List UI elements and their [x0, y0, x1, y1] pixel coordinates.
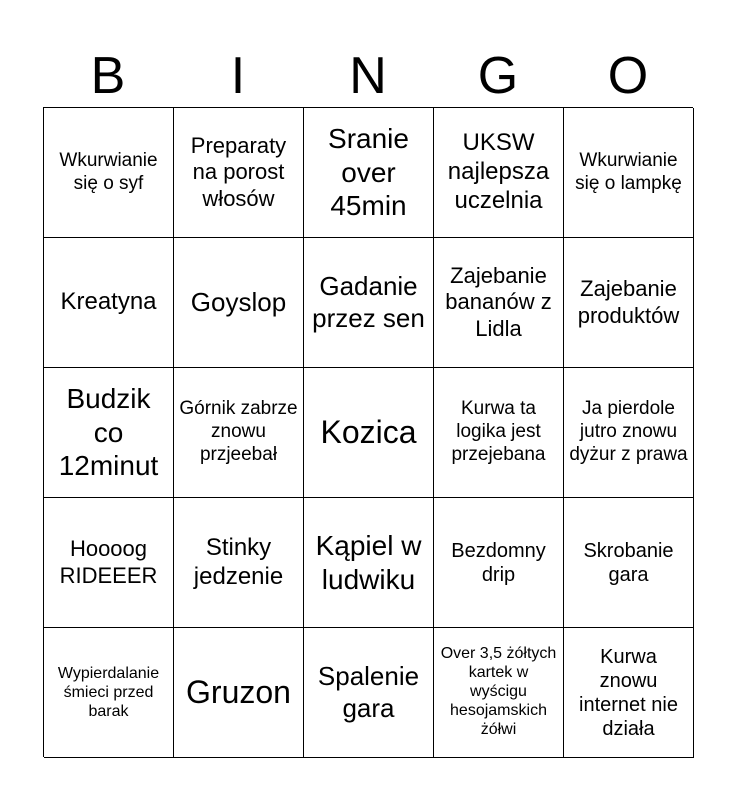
bingo-cell[interactable]: Górnik zabrze znowu przjeebał: [174, 368, 304, 498]
bingo-cell[interactable]: Gadanie przez sen: [304, 238, 434, 368]
header-letter-o: O: [607, 47, 649, 105]
bingo-cell[interactable]: Bezdomny drip: [434, 498, 564, 628]
header-letter-b: B: [90, 47, 126, 105]
header-letter-n: N: [349, 47, 387, 105]
bingo-cell[interactable]: Zajebanie bananów z Lidla: [434, 238, 564, 368]
header-letter-i: I: [230, 47, 246, 105]
bingo-cell[interactable]: Spalenie gara: [304, 628, 434, 758]
bingo-cell[interactable]: UKSW najlepsza uczelnia: [434, 108, 564, 238]
bingo-cell[interactable]: Preparaty na porost włosów: [174, 108, 304, 238]
bingo-cell[interactable]: Skrobanie gara: [564, 498, 694, 628]
bingo-cell[interactable]: Kurwa znowu internet nie działa: [564, 628, 694, 758]
bingo-cell[interactable]: Sranie over 45min: [304, 108, 434, 238]
bingo-cell[interactable]: Ja pierdole jutro znowu dyżur z prawa: [564, 368, 694, 498]
bingo-cell[interactable]: Stinky jedzenie: [174, 498, 304, 628]
bingo-header: [43, 40, 693, 108]
bingo-cell[interactable]: Kąpiel w ludwiku: [304, 498, 434, 628]
bingo-cell[interactable]: Zajebanie produktów: [564, 238, 694, 368]
bingo-cell[interactable]: Kreatyna: [44, 238, 174, 368]
header-letter-g: G: [477, 47, 519, 105]
bingo-cell[interactable]: Wypierdalanie śmieci przed barak: [44, 628, 174, 758]
bingo-cell[interactable]: Wkurwianie się o syf: [44, 108, 174, 238]
bingo-cell[interactable]: Over 3,5 żółtych kartek w wyścigu hesojamskich żółwi: [434, 628, 564, 758]
bingo-cell[interactable]: Goyslop: [174, 238, 304, 368]
bingo-cell[interactable]: Hoooog RIDEEER: [44, 498, 174, 628]
bingo-cell[interactable]: Kozica: [304, 368, 434, 498]
bingo-board: [43, 107, 693, 757]
bingo-cell[interactable]: Budzik co 12minut: [44, 368, 174, 498]
bingo-cell[interactable]: Kurwa ta logika jest przejebana: [434, 368, 564, 498]
bingo-cell[interactable]: Wkurwianie się o lampkę: [564, 108, 694, 238]
bingo-cell[interactable]: Gruzon: [174, 628, 304, 758]
